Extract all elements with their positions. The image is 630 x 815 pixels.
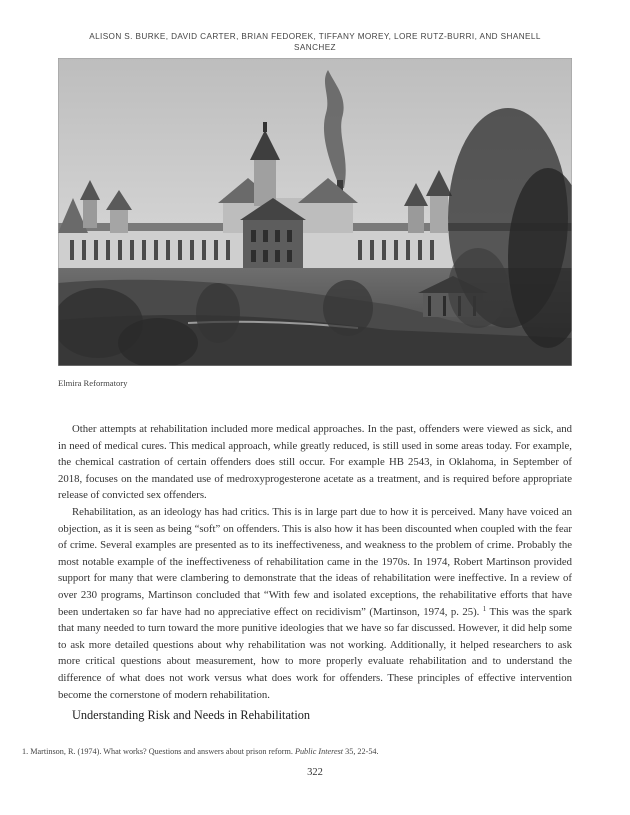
paragraph-2 — [58, 504, 572, 703]
header-authors-line2: SANCHEZ — [294, 43, 336, 52]
paragraph-2-part-1: Rehabilitation, as an ideology has had critics. This is in large part due to how it is perceived. Many have voiced an objection, as it is seen as being “soft” on offenders. This is also how it has been discounted when coupled with the fear of crime. Several examples are presented as to its ineffectiveness, and weakness to the problem of crime. Probably the most notable example of the ineffectiveness of rehabilitation came in the 1970s. In 1974, Robert Martinson provided support for many that were clambering to demonstrate that the ideas of rehabilitation were ineffective. In a review of over 230 programs, Martinson concluded that “With few and isolated exceptions, the rehabilitative efforts that have been undertaken so far have had no appreciative effect on recidivism” (Martinson, 1974, p. 25). — [58, 505, 572, 618]
footnote — [22, 747, 379, 756]
page-number: 322 — [307, 767, 323, 778]
section-heading: Understanding Risk and Needs in Rehabilitation — [72, 708, 311, 722]
paragraph-2-part-2: This was the spark that many needed to turn toward the more punitive ideologies that we have so far discussed. However, it did help some to ask more detailed questions about why rehabilitation was not working. Additionally, it helped researchers to ask more critical questions about measurement, how to more properly evaluate rehabilitation and to understand the difference of what does not work versus what does work for offenders. These principles of effective intervention become the cornerstone of modern rehabilitation. — [58, 605, 573, 701]
header-authors-line1: ALISON S. BURKE, DAVID CARTER, BRIAN FEDOREK, TIFFANY MOREY, LORE RUTZ-BURRI, AND SHANELL — [89, 32, 541, 41]
figure-caption: Elmira Reformatory — [58, 378, 128, 388]
footnote-journal: Public Interest — [294, 747, 344, 756]
body-text — [58, 421, 572, 703]
footnote-ref-1[interactable]: 1 — [482, 604, 487, 613]
paragraph-1: Other attempts at rehabilitation included more medical approaches. In the past, offenders were viewed as sick, and in need of medical cures. This medical approach, while greatly reduced, is still used in some areas today. For example, the chemical castration of certain offenders does still occur. For example HB 2543, in Oklahoma, in September of 2018, focuses on the mandated use of medroxyprogesterone acetate as a treatment, and is required before appropriate release of convicted sex offenders. — [58, 423, 572, 502]
footnote-pages: 35, 22-54. — [345, 747, 379, 756]
running-header — [40, 31, 590, 53]
footnote-text: Martinson, R. (1974). What works? Questions and answers about prison reform. — [30, 747, 293, 756]
footnote-number: 1. — [22, 747, 29, 756]
elmira-reformatory-photo — [58, 58, 572, 366]
